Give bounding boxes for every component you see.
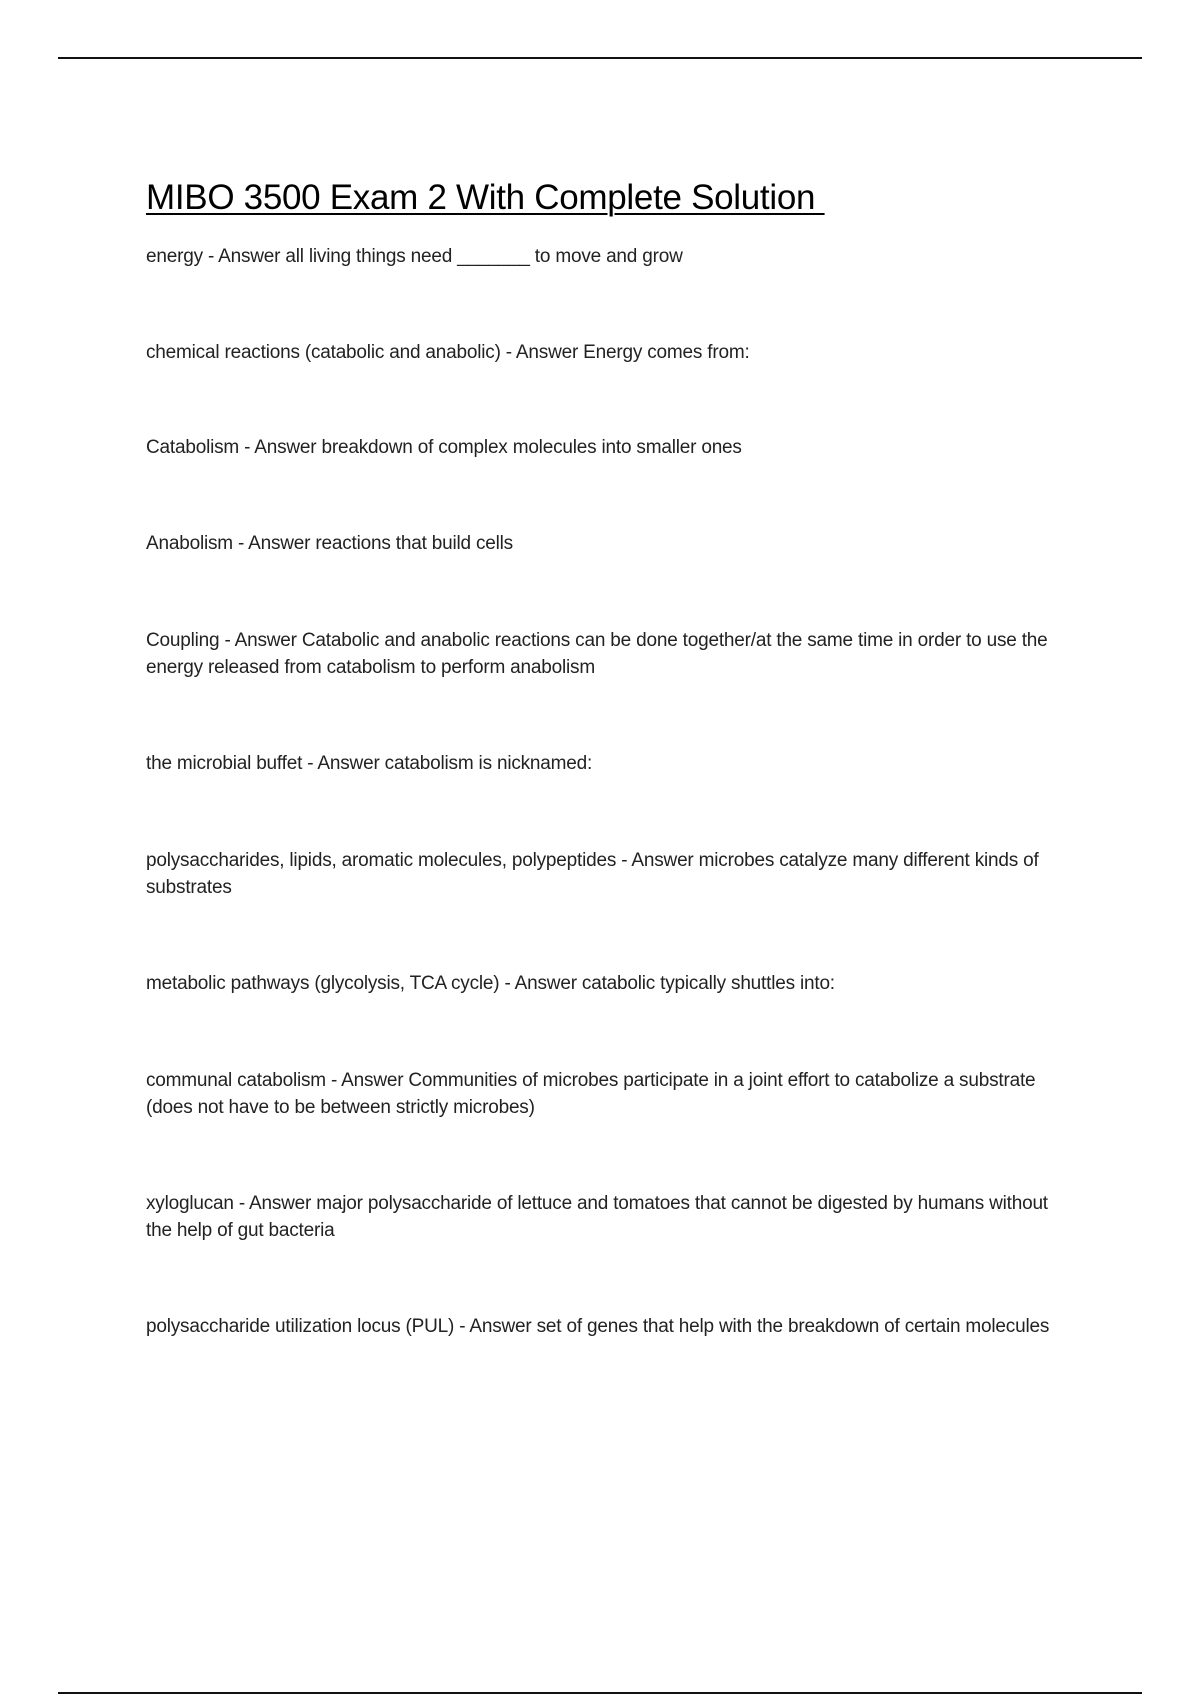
footer-rule <box>58 1692 1142 1694</box>
qa-entry-xyloglucan: xyloglucan - Answer major polysaccharide of lettuce and tomatoes that cannot be digested by humans without the help of gut bacteria <box>146 1193 1048 1241</box>
qa-entry-microbial-buffet: the microbial buffet - Answer catabolism is nicknamed: <box>146 753 593 774</box>
qa-entry-communal-catabolism: communal catabolism - Answer Communities of microbes participate in a joint effort to catabolize a substrate (does not have to be between strictly microbes) <box>146 1070 1036 1118</box>
qa-entry-metabolic-pathways: metabolic pathways (glycolysis, TCA cycle) - Answer catabolic typically shuttles into: <box>146 973 835 994</box>
document-title: MIBO 3500 Exam 2 With Complete Solution <box>146 178 825 217</box>
header-rule <box>58 57 1142 59</box>
qa-entry-catabolism: Catabolism - Answer breakdown of complex molecules into smaller ones <box>146 437 742 458</box>
qa-entry-coupling: Coupling - Answer Catabolic and anabolic reactions can be done together/at the same time in order to use the energy released from catabolism to perform anabolism <box>146 630 1048 678</box>
qa-entry-anabolism: Anabolism - Answer reactions that build cells <box>146 533 513 554</box>
qa-entry-chemical-reactions: chemical reactions (catabolic and anabolic) - Answer Energy comes from: <box>146 342 750 363</box>
qa-entry-substrates: polysaccharides, lipids, aromatic molecules, polypeptides - Answer microbes catalyze many different kinds of substrates <box>146 850 1039 898</box>
qa-entry-energy: energy - Answer all living things need _______ to move and grow <box>146 246 683 267</box>
qa-entry-pul: polysaccharide utilization locus (PUL) - Answer set of genes that help with the breakdown of certain molecules <box>146 1316 1050 1337</box>
